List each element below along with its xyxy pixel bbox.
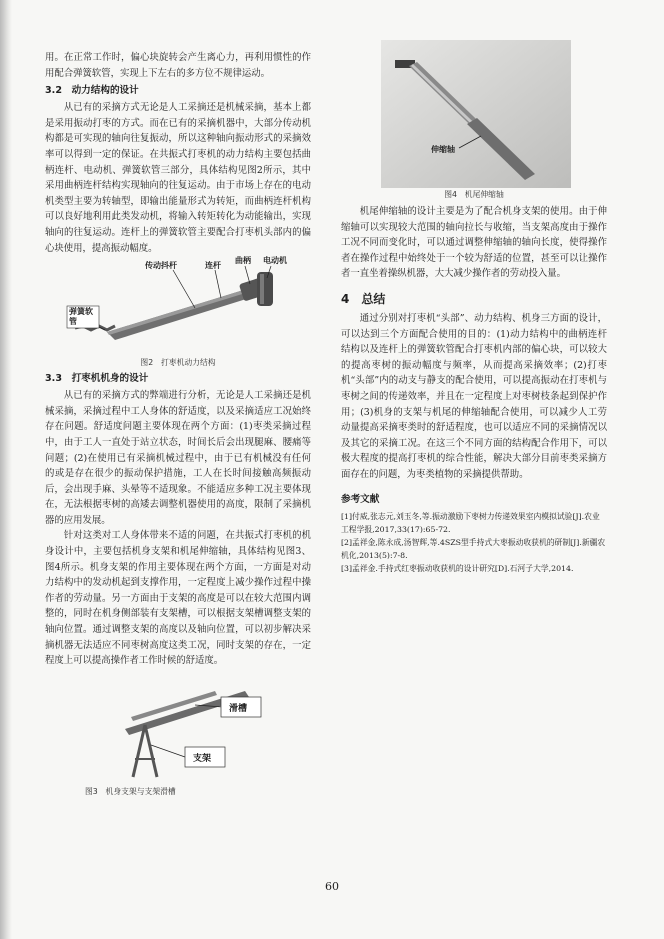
telescopic-shaft-photo bbox=[341, 40, 607, 188]
label-motor: 电动机 bbox=[263, 256, 287, 266]
label-crank: 曲柄 bbox=[235, 256, 251, 266]
section-heading-3-2: 3.2 动力结构的设计 bbox=[45, 85, 139, 97]
paragraph: 通过分别对打枣机“头部”、动力结构、机身三方面的设计，可以达到三个方面配合使用的目的：(1)动力结构中的曲柄连杆结构以及连杆上的弹簧软管配合打枣机内部的偏心块，可以较大的提高枣树的振动幅度与频率，从而提高采摘效率；(2)打枣机“头部”内的动支与静支的配合使用，可以提高振动在打枣机与枣树之间的传递效率，并且在一定程度上对枣树枝条起到保护作用；(3)机身的支架与机尾的伸缩轴配合使用，可以减少人工劳动量提高采摘枣类时的舒适程度，也可以适应不同的采摘情况以及其它的采摘工况。在这三个不同方面的结构配合作用下，可以极大程度的提高打枣机的综合性能，解决大部分目前枣类采摘方面存在的问题，为枣类植物的采摘提供帮助。 bbox=[341, 312, 607, 480]
figure-4 bbox=[341, 40, 607, 188]
paragraph: 从已有的采摘方式的弊端进行分析，无论是人工采摘还是机械采摘，采摘过程中工人身体的舒适度，以及采摘适应工况始终存在问题。舒适度问题主要体现在两个方面：(1)枣类采摘过程中，由于工人一直处于站立状态，时间长后会出现腿麻、腰痛等问题；(2)在使用已有采摘机械过程中，由于已有机械没有任何的或是存在很少的振动保护措施，工人在长时间接触高频振动后，会出现手麻、头晕等不适现象。不能适应多种工况主要体现在，无法根据枣树的高矮去调整机器使用的高度，限制了采摘机器的应用发展。 bbox=[45, 390, 311, 526]
label-slide-slot: 滑槽 bbox=[229, 703, 248, 714]
right-column bbox=[341, 40, 607, 575]
paragraph: 从已有的采摘方式无论是人工采摘还是机械采摘，基本上都是采用振动打枣的方式。而在已有的采摘机器中，大部分传动机构都是可实现的轴向往复振动，所以这种轴向振动形式的采摘效率可以得到一定的保证。在共振式打枣机的动力结构主要包括曲柄连杆、电动机、弹簧软管三部分，具体结构见图2所示，其中采用曲柄连杆结构实现轴向的往复运动。由于市场上存在的电动机类型主要为转轴型，即输出能量形式为转矩，而曲柄连杆机构可以良好地利用此类发动机，将输入转矩转化为动能输出，实现轴向的往复运动。连杆上的弹簧软管主要配合打枣机头部内的偏心块使用，提高振动幅度。 bbox=[45, 102, 311, 254]
page-number: 60 bbox=[325, 880, 339, 893]
paragraph: 机尾伸缩轴的设计主要是为了配合机身支架的使用。由于伸缩轴可以实现较大范围的轴向拉长与收缩，当支架高度由于操作工况不同而变化时，可以通过调整伸缩轴的轴向长度，使得操作者在操作过程中始终处于一个较为舒适的位置，甚至可以让操作者一直坐着操纵机器，大大减少操作者的劳动投入量。 bbox=[341, 206, 607, 280]
reference-item: [2]孟祥金,陈永成,汤智辉,等.4SZS型手持式大枣振动收获机的研制[J].新疆农机化,2013(5):7-8. bbox=[341, 537, 606, 560]
label-stand: 支架 bbox=[193, 753, 212, 764]
references-heading: 参考文献 bbox=[341, 493, 380, 505]
figure-3-caption: 图3 机身支架与支架滑槽 bbox=[85, 786, 176, 796]
figure-2 bbox=[45, 256, 311, 356]
figure-4-caption: 图4 机尾伸缩轴 bbox=[444, 190, 504, 199]
label-transmission-rod: 传动抖杆 bbox=[145, 261, 177, 271]
label-telescopic-shaft: 伸缩轴 bbox=[431, 145, 455, 154]
book-spine-shadow bbox=[0, 0, 12, 939]
label-spring-hose: 弹簧软管 bbox=[69, 307, 93, 327]
figure-2-caption: 图2 打枣机动力结构 bbox=[140, 358, 216, 368]
stand-and-slot-illustration bbox=[45, 677, 311, 785]
figure-3 bbox=[45, 677, 311, 785]
section-heading-4: 4 总结 bbox=[341, 291, 386, 306]
paragraph: 针对这类对工人身体带来不适的问题，在共振式打枣机的机身设计中，主要包括机身支架和机尾伸缩轴，具体结构见图3、图4所示。机身支架的作用主要体现在两个方面，一方面是对动力结构中的发动机起到支撑作用，一定程度上减少操作过程中操作者的劳动量。另一方面由于支架的高度是可以在较大范围内调整的，同时在机身侧部装有支架槽，可以根据支架槽调整支架的轴向位置。通过调整支架的高度以及轴向位置，可以初步解决采摘机器无法适应不同枣树高度这类工况，同时支架的存在，一定程度上可以提高操作者工作时候的舒适度。 bbox=[45, 530, 311, 667]
reference-item: [3]孟祥金.手持式红枣振动收获机的设计研究[D].石河子大学,2014. bbox=[341, 563, 574, 573]
section-heading-3-3: 3.3 打枣机机身的设计 bbox=[45, 373, 149, 385]
label-connecting-rod: 连杆 bbox=[205, 261, 221, 271]
left-column bbox=[45, 50, 311, 801]
paragraph: 用。在正常工作时，偏心块旋转会产生离心力，再利用惯性的作用配合弹簧软管，实现上下左右的多方位不规律运动。 bbox=[45, 52, 311, 79]
reference-item: [1]付威,张志元,刘玉冬,等.振动激励下枣树力传递效果室内模拟试验[J].农业工程学报,2017,33(17):65-72. bbox=[341, 511, 600, 534]
